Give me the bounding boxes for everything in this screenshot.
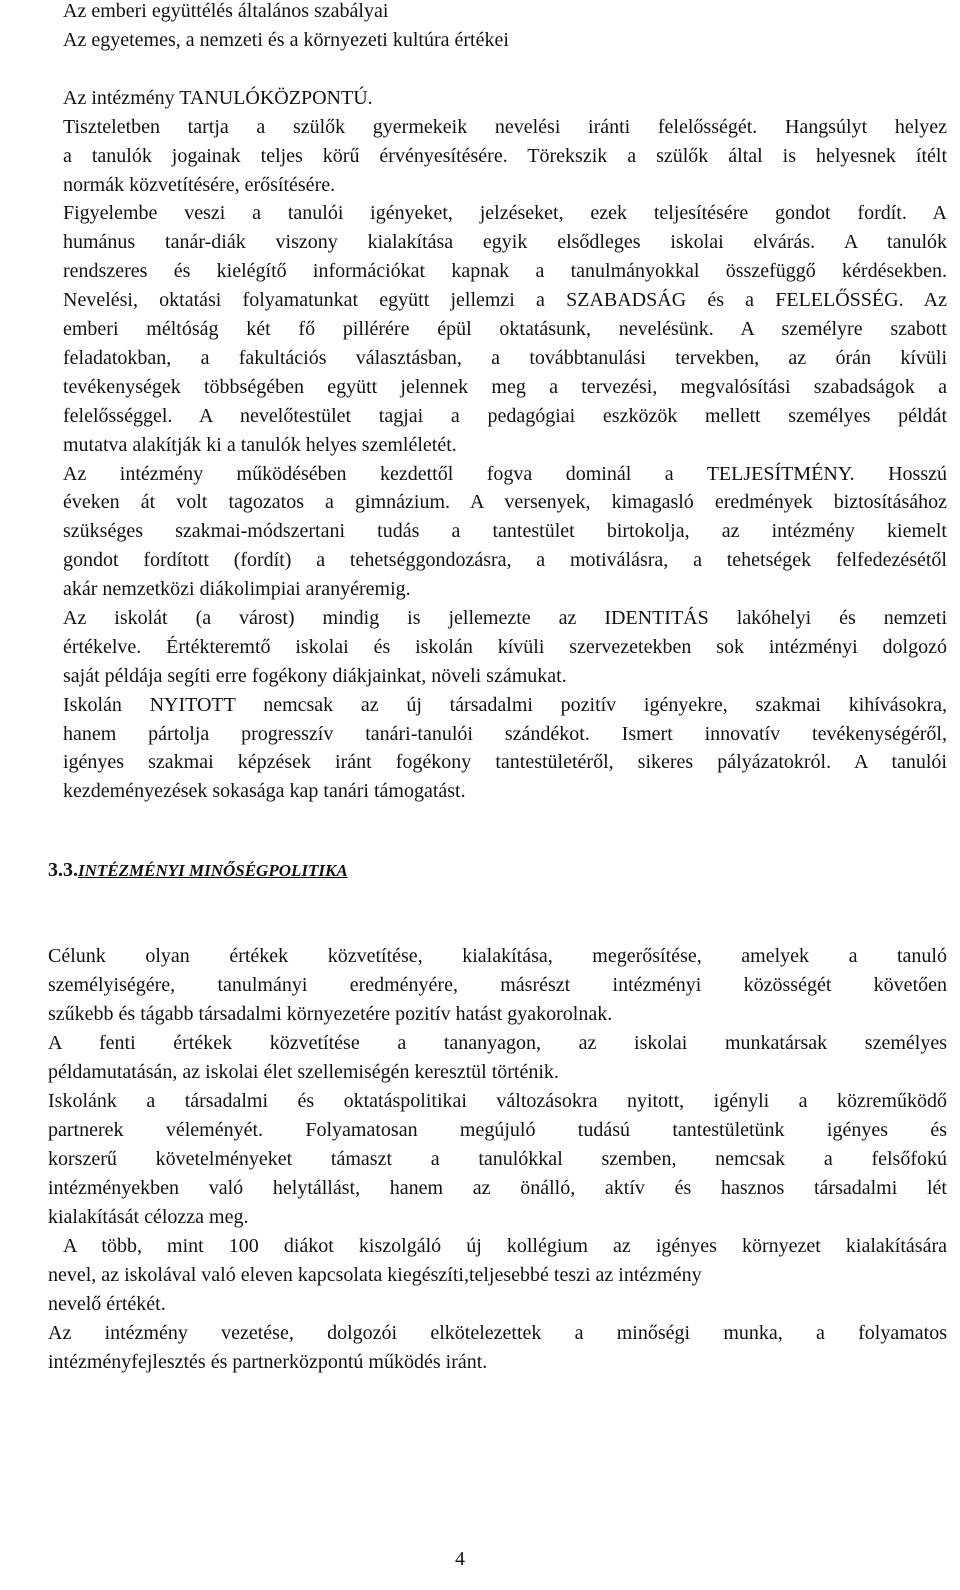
text-line: személyiségére, tanulmányi eredményére, másrészt intézményi közösségét követően: [48, 974, 947, 996]
text-line: saját példája segíti erre fogékony diákjainkat, növeli számukat.: [63, 665, 567, 687]
text-line: intézményekben való helytállást, hanem az önálló, aktív és hasznos társadalmi lét: [48, 1177, 947, 1199]
text-line: kezdeményezések sokasága kap tanári támogatást.: [63, 780, 466, 802]
text-line: partnerek véleményét. Folyamatosan megújuló tudású tantestületünk igényes és: [48, 1119, 947, 1141]
text-line: szűkebb és tágabb társadalmi környezetére pozitív hatást gyakorolnak.: [48, 1003, 613, 1025]
text-line: akár nemzetközi diákolimpiai aranyéremig.: [63, 578, 411, 600]
text-line: Az intézmény működésében kezdettől fogva dominál a TELJESÍTMÉNY. Hosszú: [63, 463, 947, 485]
text-line: igényes szakmai képzések iránt fogékony tantestületéről, sikeres pályázatokról. A tanulói: [63, 751, 947, 773]
text-line: kialakítását célozza meg.: [48, 1206, 249, 1228]
text-line: korszerű követelményeket támaszt a tanulókkal szemben, nemcsak a felsőfokú: [48, 1148, 947, 1170]
text-line: Iskolán NYITOTT nemcsak az új társadalmi pozitív igényekre, szakmai kihívásokra,: [63, 694, 947, 716]
text-line: intézményfejlesztés és partnerközpontú működés iránt.: [48, 1351, 488, 1373]
page-number: 4: [455, 1548, 465, 1570]
section-number: 3.3.: [48, 859, 78, 881]
text-line: a tanulók jogainak teljes körű érvényesítésére. Törekszik a szülők által is helyesnek ítélt: [63, 145, 947, 167]
text-line: hanem pártolja progresszív tanári-tanulói szándékot. Ismert innovatív tevékenységéről,: [63, 723, 947, 745]
text-line: emberi méltóság két fő pillérére épül oktatásunk, nevelésünk. A személyre szabott: [63, 318, 947, 340]
text-line: nevel, az iskolával való eleven kapcsolata kiegészíti,teljesebbé teszi az intézmény: [48, 1264, 702, 1286]
text-line: éveken át volt tagozatos a gimnázium. A versenyek, kimagasló eredmények biztosításához: [63, 491, 947, 513]
section-heading: [48, 858, 348, 883]
text-line: rendszeres és kielégítő információkat kapnak a tanulmányokkal összefüggő kérdésekben.: [63, 260, 947, 282]
text-line: szükséges szakmai-módszertani tudás a tantestület birtokolja, az intézmény kiemelt: [63, 520, 947, 542]
text-line: Figyelembe veszi a tanulói igényeket, jelzéseket, ezek teljesítésére gondot fordít. A: [63, 202, 947, 224]
text-line: Nevelési, oktatási folyamatunkat együtt jellemzi a SZABADSÁG és a FELELŐSSÉG. Az: [63, 289, 947, 311]
text-line: Az emberi együttélés általános szabályai: [63, 0, 389, 22]
text-line: példamutatásán, az iskolai élet szellemiségén keresztül történik.: [48, 1061, 559, 1083]
text-line: felelősséggel. A nevelőtestület tagjai a pedagógiai eszközök mellett személyes példát: [63, 405, 947, 427]
text-line: Célunk olyan értékek közvetítése, kialakítása, megerősítése, amelyek a tanuló: [48, 945, 947, 967]
text-line: feladatokban, a fakultációs választásban, a továbbtanulási tervekben, az órán kívüli: [63, 347, 947, 369]
text-line: humánus tanár-diák viszony kialakítása egyik elsődleges iskolai elvárás. A tanulók: [63, 231, 947, 253]
text-line: tevékenységek többségében együtt jelennek meg a tervezési, megvalósítási szabadságok a: [63, 376, 947, 398]
text-line: Az intézmény vezetése, dolgozói elkötelezettek a minőségi munka, a folyamatos: [48, 1322, 947, 1344]
text-line: nevelő értékét.: [48, 1293, 166, 1315]
text-line: A több, mint 100 diákot kiszolgáló új kollégium az igényes környezet kialakítására: [63, 1235, 947, 1257]
text-line: Az iskolát (a várost) mindig is jellemezte az IDENTITÁS lakóhelyi és nemzeti: [63, 607, 947, 629]
text-line: A fenti értékek közvetítése a tananyagon, az iskolai munkatársak személyes: [48, 1032, 947, 1054]
text-line: értékelve. Értékteremtő iskolai és iskolán kívüli szervezetekben sok intézményi dolgozó: [63, 636, 947, 658]
text-line: Az intézmény TANULÓKÖZPONTÚ.: [63, 87, 373, 109]
section-title: INTÉZMÉNYI MINŐSÉGPOLITIKA: [78, 861, 348, 880]
text-line: mutatva alakítják ki a tanulók helyes szemléletét.: [63, 434, 457, 456]
text-line: gondot fordított (fordít) a tehetséggondozásra, a motiválásra, a tehetségek felfedezésétől: [63, 549, 947, 571]
text-line: normák közvetítésére, erősítésére.: [63, 174, 336, 196]
text-line: Iskolánk a társadalmi és oktatáspolitikai változásokra nyitott, igényli a közreműködő: [48, 1090, 947, 1112]
text-line: Az egyetemes, a nemzeti és a környezeti kultúra értékei: [63, 29, 509, 51]
text-line: Tiszteletben tartja a szülők gyermekeik nevelési iránti felelősségét. Hangsúlyt helyez: [63, 116, 947, 138]
